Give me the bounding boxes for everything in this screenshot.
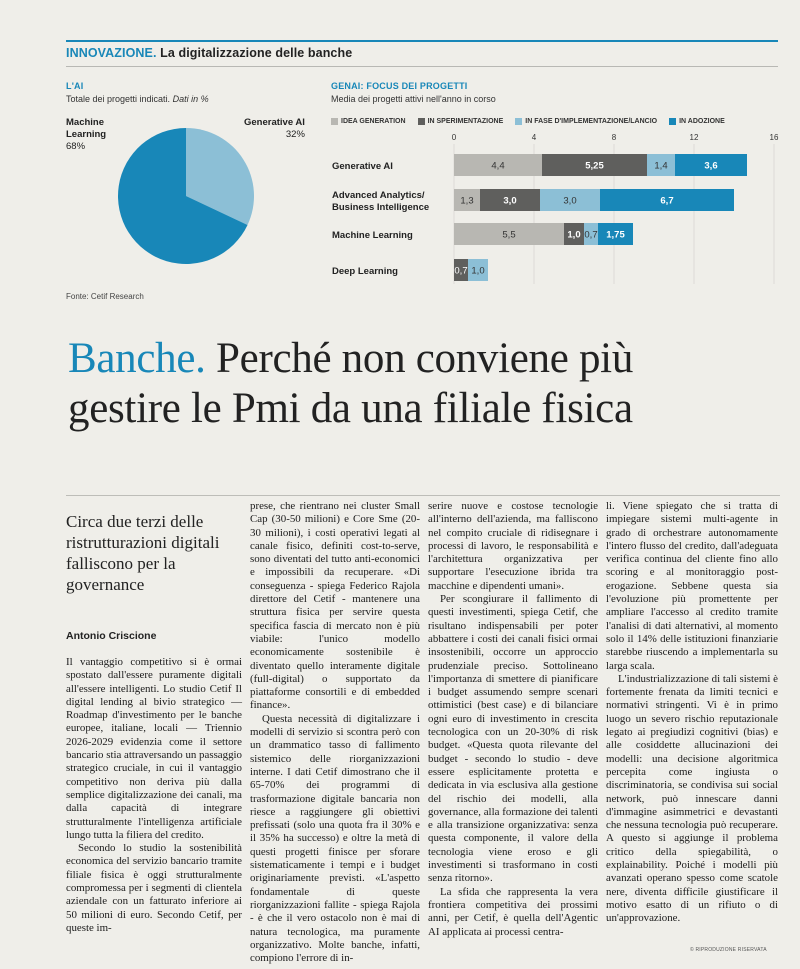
bar-section-subtitle: Media dei progetti attivi nell'anno in corso	[331, 94, 496, 104]
chart-source: Fonte: Cetif Research	[66, 292, 144, 301]
pie-label-gen-pct: 32%	[285, 129, 305, 140]
legend-label: IN FASE D'IMPLEMENTAZIONE/LANCIO	[525, 118, 658, 125]
bar-value-label: 3,6	[704, 160, 718, 172]
pie-label-machine-learning	[66, 117, 106, 153]
headline-line1: Perché non conviene più	[205, 335, 634, 382]
bar-value-label: 3,0	[503, 195, 517, 207]
article-column-2	[250, 500, 420, 965]
paragraph: li. Viene spiegato che si tratta di impiegare sistemi multi-agente in grado di orchestrare autonomamente l'intero flusso del credito, dall'adeguata verifica continua del cliente fino allo scoring e al monitoraggio post-erogazione. Sebbene questa sia l'evoluzione più promettente per ampliare l'accesso al credito tramite l'analisi di dati alternativi, al momento solo il 14% delle istituzioni finanziarie starebbe riuscendo a implementarla su larga scala.	[606, 500, 778, 672]
category-label: Machine Learning	[332, 230, 413, 241]
paragraph: Per scongiurare il fallimento di questi investimenti, spiega Cetif, che risultano indispensabili per poter abbattere i costi dei canali fisici ormai insostenibili, occorre un approccio prudenziale preciso. Sottolineano l'importanza di smettere di pianificare i budget assumendo sempre scenari ottimistici (best case) e di bilanciare ogni euro di investimento in crescita tecnologica con un 20-30% di risk budget. «Questa quota rilevante del budget - secondo lo studio - deve essere esplicitamente protetta e dedicata in via esclusiva alla gestione del rischio dei modelli, alla governance, alla formazione dei talenti e alla transizione organizzativa: senza questa componente, il valore della tecnologia viene eroso e gli investimenti si trasformano in costi senza ritorno».	[428, 593, 598, 885]
legend-swatch	[515, 118, 522, 125]
bar-value-label: 0,7	[584, 229, 598, 241]
byline: Antonio Criscione	[66, 630, 157, 642]
x-tick-label: 4	[531, 133, 537, 142]
separator-rule	[66, 495, 780, 496]
paragraph: prese, che rientrano nei cluster Small Cap (30-50 milioni) e Core Sme (20-30 milioni), i costi operativi legati al canale fisico, definiti cost-to-serve, sono diventati del tutto anti-economici e impossibili da recuperare. «Di conseguenza - spiega Federico Rajola direttore del Cetif - mantenere una struttura fisica per servire questa specifica fascia di mercato non è più viabile: l'unico modello economicamente sostenibile è diventato quello interamente digitale (full-digital) o supportato da piattaforme consortili e di embedded finance».	[250, 500, 420, 712]
header-rule	[66, 66, 778, 67]
legend-item	[418, 118, 504, 125]
pie-subtitle-unit: Dati in %	[172, 94, 209, 104]
bar-legend	[331, 118, 725, 125]
paragraph: Secondo lo studio la sostenibilità economica del servizio bancario tramite filiale fisica è oggi strutturalmente compromessa per i segmenti di clientela aziendale con un fatturato inferiore ai 50 milioni di euro. Secondo Cetif, per queste im-	[66, 842, 242, 934]
article-column-4	[606, 500, 778, 947]
headline-line2: gestire le Pmi da una filiale fisica	[68, 385, 633, 432]
bar-value-label: 3,0	[563, 195, 577, 207]
bar-value-label: 1,0	[471, 265, 485, 277]
x-tick-label: 8	[611, 133, 617, 142]
legend-swatch	[418, 118, 425, 125]
bar-value-label: 1,4	[654, 160, 668, 172]
pie-section-subtitle	[66, 94, 209, 104]
pie-label-ml-line1: Machine	[66, 117, 105, 128]
category-label: Generative AI	[332, 161, 393, 172]
bar-value-label: 5,25	[585, 160, 604, 172]
bar-value-label: 1,75	[606, 229, 625, 241]
legend-label: IN ADOZIONE	[679, 118, 725, 125]
bar-value-label: 5,5	[502, 229, 516, 241]
paragraph: Il vantaggio competitivo si è ormai spostato dall'essere puramente digitali all'essere intelligenti. Lo studio Cetif Il digital lending al bivio strategico — Roadmap d'investimento per le banche europee, italiane, locali — Triennio 2026-2029 evidenzia come il settore bancario stia attraversando un passaggio strategico cruciale, in cui il vantaggio competitivo non deriva più dalla semplice digitalizzazione dei canali, ma dalla capacità di integrare strutturalmente l'intelligenza artificiale lungo tutta la filiera del credito.	[66, 656, 243, 841]
headline	[68, 334, 768, 434]
category-label: Advanced Analytics/ Business Intelligence	[332, 190, 430, 213]
headline-accent: Banche.	[68, 335, 206, 382]
infographic-title: La digitalizzazione delle banche	[160, 46, 353, 60]
pie-label-ml-pct: 68%	[66, 141, 86, 152]
infographic-kicker: INNOVAZIONE.	[66, 46, 157, 60]
stacked-bar-chart	[320, 128, 780, 288]
infographic-header	[66, 46, 352, 60]
copyright-notice: © RIPRODUZIONE RISERVATA	[690, 947, 767, 953]
pie-subtitle-text: Totale dei progetti indicati.	[66, 94, 171, 104]
bar-value-label: 0,7	[454, 265, 468, 277]
legend-item	[515, 118, 657, 125]
top-rule	[66, 40, 778, 42]
legend-swatch	[669, 118, 676, 125]
pie-label-ml-line2: Learning	[66, 129, 107, 140]
x-tick-label: 16	[769, 133, 779, 142]
pie-label-generative-ai	[244, 117, 305, 141]
legend-item	[331, 118, 406, 125]
lead-summary: Circa due terzi delle ristrutturazioni digitali falliscono per la governance	[66, 512, 220, 594]
paragraph: Questa necessità di digitalizzare i modelli di servizio si scontra però con un drammatico tasso di fallimento sistemico delle riorganizzazioni interne. I dati Cetif dimostrano che il 65-70% dei programmi di trasformazione digitale bancaria non riesce a raggiungere gli obiettivi prefissati (solo una quota fra il 30% e il 35% ha successo) e oltre la metà di questi progetti finisce per sforare sistematicamente i tempi e i budget originariamente previsti. «L'aspetto fondamentale di queste riorganizzazioni fallite - spiega Rajola - è che il vero ostacolo non è mai di natura tecnologica, ma puramente organizzativo. Molte banche, infatti, compiono l'errore di in-	[250, 712, 420, 965]
legend-label: IDEA GENERATION	[341, 118, 406, 125]
article-column-1	[66, 656, 242, 952]
legend-label: IN SPERIMENTAZIONE	[427, 118, 504, 125]
legend-item	[669, 118, 725, 125]
paragraph: L'industrializzazione di tali sistemi è fortemente frenata da limiti tecnici e normativi stringenti. Vi è in primo luogo un severo rischio reputazionale legato ai pregiudizi cognitivi (bias) e alle cosiddette allucinazioni dei modelli: una decisione algoritmica percepita come ingiusta o discriminatoria, se condivisa sui social network, può innescare danni d'immagine asimmetrici e devastanti che nessuna tecnologia può recuperare. A questo si aggiunge il problema critico della spiegabilità, o explainability. Poiché i modelli più avanzati operano spesso come scatole nere, diventa difficile giustificare il motivo esatto di un rifiuto o di un'approvazione.	[606, 672, 778, 925]
category-label: Deep Learning	[332, 266, 398, 277]
paragraph: La sfida che rappresenta la vera frontiera competitiva dei prossimi anni, per Cetif, è quella dell'Agentic AI applicata ai processi centra-	[428, 885, 598, 938]
pie-section-label: L'AI	[66, 81, 84, 91]
bar-value-label: 6,7	[660, 195, 674, 207]
paragraph: serire nuove e costose tecnologie all'interno dell'azienda, ma falliscono nel compito cruciale di ridisegnare i processi di lavoro, le responsabilità e l'architettura organizzativa per supportare l'esecuzione ibrida tra macchine e dipendenti umani».	[428, 500, 598, 592]
bar-value-label: 1,0	[567, 229, 581, 241]
pie-label-gen-line1: Generative AI	[244, 117, 305, 128]
x-tick-label: 12	[689, 133, 699, 142]
legend-swatch	[331, 118, 338, 125]
bar-value-label: 1,3	[460, 195, 474, 207]
article-column-3	[428, 500, 598, 952]
bar-section-label: GENAI: FOCUS DEI PROGETTI	[331, 81, 468, 91]
bar-value-label: 4,4	[491, 160, 505, 172]
x-tick-label: 0	[451, 133, 457, 142]
